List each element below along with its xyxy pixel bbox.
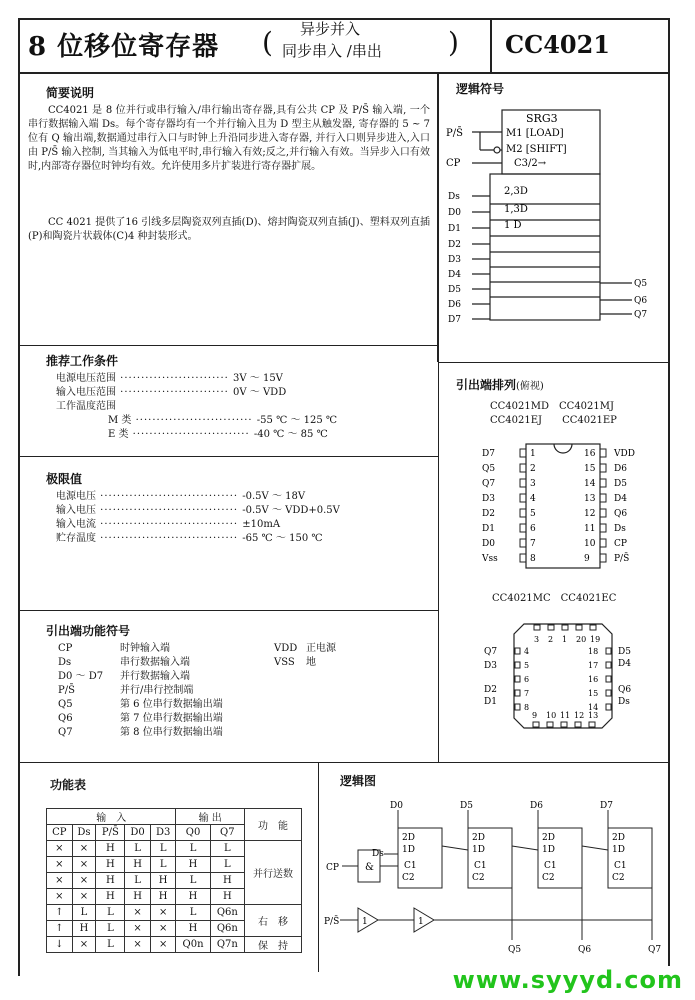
dip-models: CC4021EJ CC4021EP (490, 415, 617, 426)
ft-cell: × (125, 937, 151, 953)
logic-dep-3: 1 D (504, 220, 522, 231)
dip-pin-name: D1 (482, 524, 495, 534)
pin-function-row: D0 ～ D7 并行数据输入端 (58, 671, 190, 682)
col-divider-bottom (318, 762, 319, 972)
lcc-pin (547, 722, 553, 727)
lcc-pin-number: 9 (532, 711, 538, 720)
lcc-pin (515, 662, 520, 668)
div-1 (18, 345, 438, 346)
lcc-pin (548, 625, 554, 630)
ff-label-c2: C2 (402, 873, 415, 883)
intro-heading: 简要说明 (46, 86, 95, 100)
logic-symbol-heading: 逻辑符号 (456, 82, 505, 96)
logic-clock: C3/2→ (514, 158, 547, 169)
recommended-row: 电源电压范围 ·························· 3V ～ 15V (56, 373, 283, 384)
ff-label-2d: 2D (402, 833, 415, 843)
ft-cell: × (72, 873, 96, 889)
ld-top-label: D5 (460, 801, 473, 811)
lcc-pin (575, 722, 581, 727)
div-3 (18, 610, 438, 611)
ft-cell: × (72, 937, 96, 953)
ft-cell: H (72, 921, 96, 937)
ft-cell: × (47, 873, 73, 889)
lcc-pin-number: 10 (546, 711, 557, 720)
dip-pin-number: 1 (530, 449, 536, 459)
dip-pin (600, 449, 606, 457)
dip-pin (600, 479, 606, 487)
intro-paragraph-2: CC 4021 提供了16 引线多层陶瓷双列直插(D)、熔封陶瓷双列直插(J)、塑料双列直插(P)和陶瓷片状载体(C)4 种封装形式。 (28, 217, 430, 242)
ft-group-function: 功 能 (245, 809, 302, 841)
intro-paragraph-1: CC4021 是 8 位并行或串行输入/串行输出寄存器,具有公共 CP 及 P/S̄ 输入端, 一个串行数据输入端 Ds。每个寄存器均有一个并行输入且为 D 型主从触发器, 寄存器的 5 ~ 7 位有 Q 输出端,数据通过串行入口与时钟上升沿同步进入寄存器, 并行入口则异步进入,入口由 P/S̄ 输入控制, 当其输入为低电平时,串行输入有效;反之,并行输入有效。当异步入口有效时,内部寄存器位时钟均有效。允许使用多片扩装进行寄存器扩展。 (28, 105, 430, 172)
recommended-list (56, 372, 426, 442)
ft-cell: ↑ (47, 921, 73, 937)
pin-function-row: Q7 第 8 位串行数据输出端 (58, 727, 223, 738)
dip-pin-number: 8 (530, 554, 536, 564)
lcc-pin-name: D2 (484, 685, 497, 695)
dip-pin-number: 10 (584, 539, 596, 549)
ft-cell: H (176, 857, 210, 873)
frame-right (668, 18, 670, 966)
dip-pin-name: D3 (482, 494, 495, 504)
ft-cell: L (96, 921, 125, 937)
ft-cell: Q0n (176, 937, 210, 953)
dip-pin-number: 3 (530, 479, 536, 489)
ft-cell: L (150, 841, 176, 857)
ft-row (47, 841, 302, 857)
ft-function-cell: 保 持 (245, 937, 302, 953)
lcc-pin (534, 625, 540, 630)
logic-input-label: D1 (448, 224, 461, 234)
dip-pin (520, 554, 526, 562)
ft-cell: × (47, 841, 73, 857)
logic-symbol-diagram (442, 100, 666, 340)
pinout-heading: 引出端排列(俯视) (456, 378, 544, 392)
lcc-pin-number: 20 (576, 635, 587, 644)
ld-cp: CP (326, 863, 339, 873)
recommended-row: 工作温度范围 (56, 401, 116, 412)
dip-pin-name: P/S̄ (614, 554, 630, 564)
ft-cell: Q6n (210, 921, 244, 937)
ld-top-label: D7 (600, 801, 613, 811)
ft-cell: L (125, 873, 151, 889)
watermark: www.syyyd.com (452, 966, 683, 994)
lcc20-package (476, 606, 656, 756)
ff-label-2d: 2D (472, 833, 485, 843)
limits-row: 输入电压 ································· -0.5V ～ VDD+0.5V (56, 505, 340, 516)
logic-mode-m2: M2 [SHIFT] (506, 144, 567, 155)
ft-cell: L (210, 841, 244, 857)
lcc-pin-number: 14 (588, 703, 599, 712)
lcc-pin-number: 11 (560, 711, 571, 720)
ft-row (47, 905, 302, 921)
ff-label-c2: C2 (472, 873, 485, 883)
pin-function-row: Q5 第 6 位串行数据输出端 (58, 699, 223, 710)
ff-label-1d: 1D (472, 845, 485, 855)
lcc-pin (606, 662, 611, 668)
recommended-heading: 推荐工作条件 (46, 354, 119, 368)
ft-cell: H (176, 889, 210, 905)
ft-cell: Q7n (210, 937, 244, 953)
logic-in-ps: P/S̄ (446, 128, 463, 139)
ff-label-2d: 2D (542, 833, 555, 843)
lcc-pin-number: 2 (548, 635, 554, 644)
ft-cell: L (72, 905, 96, 921)
div-1b (438, 362, 670, 363)
lcc-pin (576, 625, 582, 630)
dip-pin (600, 554, 606, 562)
lcc-pin-number: 7 (524, 689, 530, 698)
ft-cell: H (125, 889, 151, 905)
lcc-pin (515, 648, 520, 654)
dip-pin-number: 7 (530, 539, 536, 549)
ft-cell: × (72, 889, 96, 905)
ft-cell: H (96, 857, 125, 873)
dip-pin (520, 494, 526, 502)
recommended-row: M 类 ···························· -55 ℃ ～ 125 ℃ (108, 415, 338, 426)
limits-list (56, 490, 436, 546)
dip-pin (520, 509, 526, 517)
ff-label-1d: 1D (542, 845, 555, 855)
ft-col-header: Q7 (210, 825, 244, 841)
ff-label-c1: C1 (474, 861, 487, 871)
lcc-pin-number: 1 (562, 635, 568, 644)
logic-in-cp: CP (446, 158, 461, 169)
dip-pin-number: 14 (584, 479, 596, 489)
div-2 (18, 456, 438, 457)
ft-cell: H (96, 889, 125, 905)
ft-cell: L (96, 937, 125, 953)
col-divider-mid (438, 362, 439, 762)
ft-col-header: Ds (72, 825, 96, 841)
ft-cell: × (125, 921, 151, 937)
logic-input-label: D0 (448, 208, 461, 218)
logic-diagram-heading: 逻辑图 (340, 774, 377, 788)
lcc-models: CC4021MC CC4021EC (492, 593, 617, 604)
dip-pin (520, 479, 526, 487)
pin-function-vdd: VDD 正电源 (274, 643, 336, 654)
header-divider (18, 72, 670, 74)
ff-label-c1: C1 (614, 861, 627, 871)
col-divider-top (437, 72, 439, 362)
ft-cell: × (150, 905, 176, 921)
ft-cell: L (176, 905, 210, 921)
dip-pin (520, 464, 526, 472)
dip-pin-name: D4 (614, 494, 627, 504)
logic-mode-m1: M1 [LOAD] (506, 128, 564, 139)
dip-pin-name: D6 (614, 464, 627, 474)
header-vdivider (490, 18, 492, 74)
ft-cell: H (210, 873, 244, 889)
ff-label-1d: 1D (612, 845, 625, 855)
lcc-pin-number: 17 (588, 661, 599, 670)
lcc-pin (515, 676, 520, 682)
ld-inverter: 1 (362, 917, 368, 927)
dip-pin-number: 12 (584, 509, 596, 519)
lcc-pin-number: 15 (588, 689, 599, 698)
limits-row: 贮存温度 ································· -65 ℃ ～ 150 ℃ (56, 533, 323, 544)
dip-pin-name: D5 (614, 479, 627, 489)
title-paren-close: ) (448, 26, 459, 59)
pin-functions-list (58, 642, 288, 740)
limits-heading: 极限值 (46, 472, 83, 486)
dip-pin-name: D2 (482, 509, 495, 519)
lcc-pin-number: 3 (534, 635, 540, 644)
ft-group-inputs: 输 入 (47, 809, 176, 825)
dip-pin-name: D7 (482, 449, 495, 459)
logic-input-label: D6 (448, 300, 461, 310)
lcc-pin-name: D3 (484, 661, 497, 671)
logic-input-label: D7 (448, 315, 461, 325)
lcc-pin (562, 625, 568, 630)
ft-cell: × (47, 889, 73, 905)
dip-pin-name: CP (614, 539, 627, 549)
lcc-pin (590, 625, 596, 630)
ft-col-header: P/S̄ (96, 825, 125, 841)
pin-function-vss: VSS 地 (274, 657, 316, 668)
lcc-pin-name: D5 (618, 647, 631, 657)
lcc-pin (589, 722, 595, 727)
dip16-package (476, 438, 656, 578)
dip-pin (600, 524, 606, 532)
ft-col-header: CP (47, 825, 73, 841)
lcc-pin-name: D1 (484, 697, 497, 707)
dip-pin-name: Q6 (614, 509, 628, 519)
lcc-pin-name: D4 (618, 659, 631, 669)
dip-pin (600, 509, 606, 517)
ft-cell: × (125, 905, 151, 921)
dip-pin-number: 2 (530, 464, 536, 474)
ft-row (47, 937, 302, 953)
dip-pin (520, 539, 526, 547)
dip-pin-number: 15 (584, 464, 596, 474)
logic-input-label: D4 (448, 270, 461, 280)
ld-ps: P/S̄ (324, 917, 340, 927)
lcc-pin-number: 4 (524, 647, 530, 656)
page-title: 8 位移位寄存器 (28, 32, 220, 62)
logic-diagram (322, 790, 666, 960)
lcc-pin-number: 18 (588, 647, 599, 656)
ff-label-c2: C2 (612, 873, 625, 883)
dip-pin-number: 6 (530, 524, 536, 534)
function-table-heading: 功能表 (50, 778, 87, 792)
dip-pin (520, 524, 526, 532)
lcc-pin-number: 19 (590, 635, 601, 644)
dip-pin-name: Q5 (482, 464, 496, 474)
dip-pin-name: Ds (614, 524, 626, 534)
ft-cell: H (150, 889, 176, 905)
ff-label-c1: C1 (544, 861, 557, 871)
ft-cell: L (176, 841, 210, 857)
logic-block-name: SRG3 (526, 112, 558, 125)
ft-cell: L (125, 841, 151, 857)
logic-output-label: Q7 (634, 310, 648, 320)
ff-label-2d: 2D (612, 833, 625, 843)
lcc-pin-number: 16 (588, 675, 599, 684)
dip-pin (600, 494, 606, 502)
logic-input-label: D3 (448, 255, 461, 265)
ft-cell: H (96, 873, 125, 889)
lcc-pin (515, 690, 520, 696)
pin-function-row: P/S̄ 并行/串行控制端 (58, 685, 194, 696)
pin-function-row: Q6 第 7 位串行数据输出端 (58, 713, 223, 724)
dip-pin-number: 9 (584, 554, 590, 564)
dip-models: CC4021MD CC4021MJ (490, 401, 615, 412)
ft-cell: H (210, 889, 244, 905)
title-paren-open: ( (262, 26, 273, 59)
ld-output-label: Q6 (578, 945, 592, 955)
lcc-pin-number: 13 (588, 711, 599, 720)
limits-row: 电源电压 ································· -0.5V ～ 18V (56, 491, 306, 502)
pin-functions-heading: 引出端功能符号 (46, 624, 131, 638)
ft-function-cell: 右 移 (245, 905, 302, 937)
ff-label-c1: C1 (404, 861, 417, 871)
ft-col-header: Q0 (176, 825, 210, 841)
title-subtitle-top: 异步并入 (300, 20, 361, 38)
ld-output-label: Q5 (508, 945, 522, 955)
ld-ds: Ds (372, 849, 384, 859)
ft-cell: ↓ (47, 937, 73, 953)
dip-pin-number: 11 (584, 524, 596, 534)
logic-output-label: Q6 (634, 296, 648, 306)
ld-and-gate: & (365, 862, 374, 873)
lcc-pin (606, 648, 611, 654)
lcc-pin (606, 676, 611, 682)
lcc-pin-name: Q6 (618, 685, 632, 695)
logic-input-label: Ds (448, 192, 460, 202)
div-4 (18, 762, 670, 763)
ld-inverter: 1 (418, 917, 424, 927)
ft-group-outputs: 输 出 (176, 809, 245, 825)
chip-name: CC4021 (505, 30, 610, 59)
ft-col-header: D0 (125, 825, 151, 841)
lcc-pin-number: 5 (524, 661, 530, 670)
ft-cell: L (176, 873, 210, 889)
ld-top-label: D6 (530, 801, 543, 811)
lcc-pin (533, 722, 539, 727)
logic-input-label: D5 (448, 285, 461, 295)
ld-top-label: D0 (390, 801, 403, 811)
ft-cell: L (150, 857, 176, 873)
ft-cell: L (96, 905, 125, 921)
dip-pin (600, 539, 606, 547)
ft-cell: H (96, 841, 125, 857)
recommended-row: E 类 ···························· -40 ℃ ～ 85 ℃ (108, 429, 328, 440)
dip-pin-name: D0 (482, 539, 495, 549)
dip-pin-name: VDD (614, 449, 635, 459)
lcc-pin-number: 8 (524, 703, 530, 712)
ft-cell: L (210, 857, 244, 873)
lcc-pin-name: Q7 (484, 647, 498, 657)
ft-cell: × (150, 921, 176, 937)
ff-label-c2: C2 (542, 873, 555, 883)
dip-pin-name: Vss (482, 554, 498, 564)
dip-pin (600, 464, 606, 472)
ft-col-header: D3 (150, 825, 176, 841)
pin-function-row: Ds 串行数据输入端 (58, 657, 190, 668)
ft-cell: × (47, 857, 73, 873)
logic-dep-1: 2,3D (504, 186, 528, 197)
dip-pin-name: Q7 (482, 479, 496, 489)
logic-dep-2: 1,3D (504, 204, 528, 215)
ft-cell: Q6n (210, 905, 244, 921)
dip-pin (520, 449, 526, 457)
dip-pin-number: 5 (530, 509, 536, 519)
ft-cell: ↑ (47, 905, 73, 921)
ld-output-label: Q7 (648, 945, 662, 955)
lcc-pin-name: Ds (618, 697, 630, 707)
ft-cell: × (150, 937, 176, 953)
lcc-pin-number: 6 (524, 675, 530, 684)
dip-pin-number: 16 (584, 449, 596, 459)
ft-cell: H (150, 873, 176, 889)
ft-cell: × (72, 841, 96, 857)
ft-function-cell: 并行送数 (245, 841, 302, 905)
lcc-pin (606, 704, 611, 710)
logic-output-label: Q5 (634, 279, 648, 289)
ff-label-1d: 1D (402, 845, 415, 855)
dip-pin-number: 4 (530, 494, 536, 504)
logic-input-label: D2 (448, 240, 461, 250)
ft-cell: × (72, 857, 96, 873)
dip-pin-number: 13 (584, 494, 596, 504)
frame-left (18, 18, 20, 976)
lcc-pin-number: 12 (574, 711, 585, 720)
ft-cell: H (125, 857, 151, 873)
lcc-pin (515, 704, 520, 710)
recommended-row: 输入电压范围 ·························· 0V ～ VDD (56, 387, 287, 398)
title-subtitle-bottom: 同步串入 /串出 (282, 42, 382, 60)
lcc-pin (561, 722, 567, 727)
pin-function-row: CP 时钟输入端 (58, 643, 170, 654)
limits-row: 输入电流 ································· ±10mA (56, 519, 281, 530)
function-table (46, 808, 302, 953)
lcc-pin (606, 690, 611, 696)
ft-cell: H (176, 921, 210, 937)
